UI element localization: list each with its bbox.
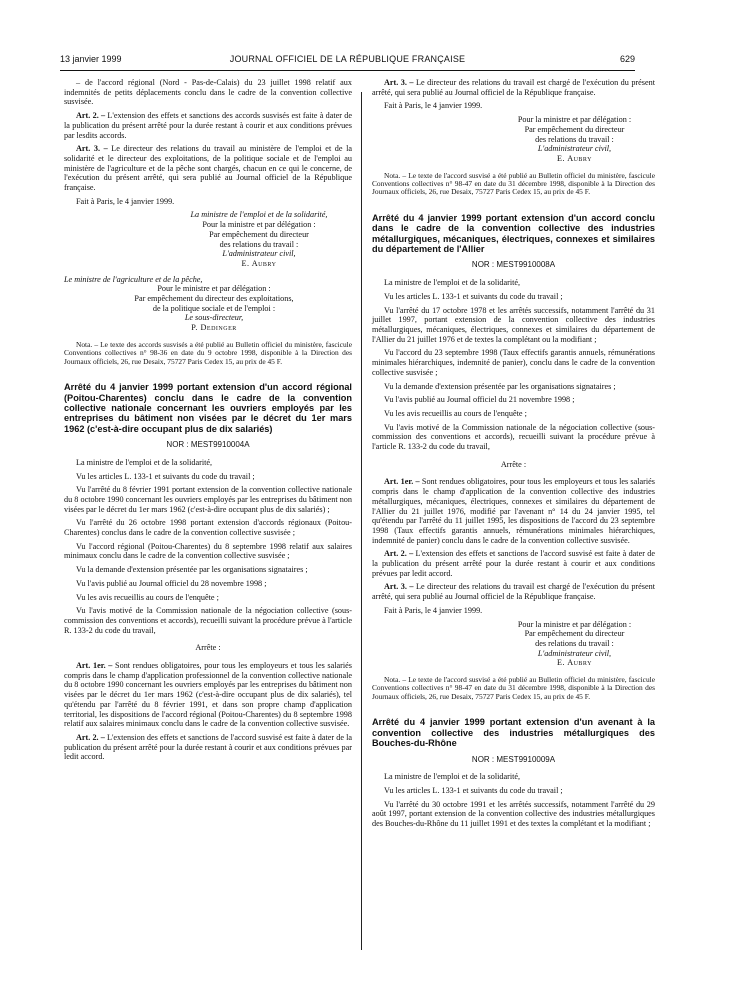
signature-line: Pour la ministre et par délégation : xyxy=(517,115,632,125)
signature-block xyxy=(372,620,655,669)
visa: Vu la demande d'extension présentée par les organisations signataires ; xyxy=(76,565,308,575)
article-label: Art. 1er. – xyxy=(384,477,420,487)
right-column xyxy=(372,78,655,833)
article-text: Le directeur des relations du travail au ministère de l'emploi et de la solidarité et le directeur des exploitations, de la politique sociale et de l'emploi au ministère de l'agriculture et de la pêche sont chargés, chacun en ce qui le concerne, de l'exécution du présent arrêté, qui sera publié au Journal officiel de la République française. xyxy=(64,144,352,193)
article-1 xyxy=(372,477,655,545)
visa: Vu l'arrêté du 26 octobre 1998 portant extension d'accords régionaux (Poitou-Charentes) conclus dans le cadre de la convention collective susvisée ; xyxy=(64,518,352,538)
article-3 xyxy=(64,144,352,193)
nor-reference: NOR : MESТ9910004A xyxy=(166,440,250,450)
arrete-heading: Arrêté du 4 janvier 1999 portant extension d'un accord régional (Poitou-Charentes) conclu dans le cadre de la convention collective nationale concernant les ouvriers employés par les entreprises du bâtiment non visées par le décret du 1er mars 1962 (c'est-à-dire occupant plus de dix salariés) xyxy=(64,382,352,434)
signature-line: des relations du travail : xyxy=(535,134,614,144)
article-label: Art. 3. – xyxy=(384,78,414,87)
article-text: L'extension des effets et sanctions de l'accord susvisé est faite à dater de la publication du présent arrêté pour la durée restant à courir et aux conditions prévues par ledit accord. xyxy=(64,733,352,762)
signatory-name: E. Aubry xyxy=(557,153,592,163)
article-text: Le directeur des relations du travail est chargé de l'exécution du présent arrêté, qui sera publié au Journal officiel de la République française. xyxy=(372,582,655,602)
nota: Nota. – Le texte de l'accord susvisé a été publié au Bulletin officiel du ministère, fascicule Conventions collectives n° 98-47 en date du 31 décembre 1998, disponible à la Direction des Journaux officiels, 26, rue Desaix, 75727 Paris Cedex 15, au prix de 45 F. xyxy=(372,170,655,197)
article-label: Art. 2. – xyxy=(76,111,106,121)
article-text: Le directeur des relations du travail est chargé de l'exécution du présent arrêté, qui sera publié au Journal officiel de la République française. xyxy=(372,78,655,97)
article-label: Art. 2. – xyxy=(384,549,414,559)
article-3 xyxy=(372,78,655,97)
place-date: Fait à Paris, le 4 janvier 1999. xyxy=(76,196,175,206)
header-journal-title: JOURNAL OFFICIEL DE LA RÉPUBLIQUE FRANÇAISE xyxy=(229,54,466,64)
signature-line: Par empêchement du directeur des exploitations, xyxy=(134,294,294,304)
signatory-name: E. Aubry xyxy=(241,258,277,268)
signatory-title: Le ministre de l'agriculture et de la pêche, xyxy=(64,274,203,284)
arrete-heading: Arrêté du 4 janvier 1999 portant extension d'un accord conclu dans le cadre de la convention collective des industries métallurgiques, mécaniques, électriques, connexes et similaires du département de l'Allier xyxy=(372,212,655,255)
article-1 xyxy=(64,661,352,729)
nor-reference: NOR : MESТ9910008A xyxy=(471,260,556,270)
header-date: 13 janvier 1999 xyxy=(60,54,122,64)
visa: Vu les articles L. 133-1 et suivants du code du travail ; xyxy=(76,471,255,481)
article-label: Art. 1er. – xyxy=(76,661,113,671)
visa: Vu l'arrêté du 17 octobre 1978 et les arrêtés successifs, notamment l'arrêté du 31 juillet 1997, portant extension de la convention collective des industries métallurgiques, mécaniques, électriques, connexes et similaires du département de l'Allier du 21 juillet 1976 et de textes la complétant ou la modifiant ; xyxy=(372,305,655,344)
visa: Vu les articles L. 133-1 et suivants du code du travail ; xyxy=(384,785,563,795)
signature-line: L'administrateur civil, xyxy=(537,144,612,154)
arrete-label: Arrête : xyxy=(195,643,221,653)
signature-line: des relations du travail : xyxy=(535,638,614,648)
arrete-heading: Arrêté du 4 janvier 1999 portant extension d'un avenant à la convention collective des industries métallurgiques des Bouches-du-Rhône xyxy=(372,717,655,749)
signature-line: Le sous-directeur, xyxy=(184,313,244,323)
signature-line: Pour la ministre et par délégation : xyxy=(517,619,632,629)
visa: Vu la demande d'extension présentée par les organisations signataires ; xyxy=(384,381,616,391)
article-label: Art. 3. – xyxy=(384,582,414,592)
visa: Vu l'arrêté du 8 février 1991 portant extension de la convention collective nationale du 8 octobre 1990 concernant les ouvriers employés par les entreprises du bâtiment non visées par le décret du 1er mars 1962 (c'est-à-dire occupant plus de dix salariés) ; xyxy=(64,485,352,514)
visa: Vu l'avis motivé de la Commission nationale de la négociation collective (sous-commission des conventions et accords), recueilli suivant la procédure prévue à l'article R. 133-2 du code du travail, xyxy=(64,606,352,635)
signatory-name: E. Aubry xyxy=(557,658,592,668)
signature-line: Par empêchement du directeur xyxy=(524,629,625,639)
article-3 xyxy=(372,582,655,601)
article-text: L'extension des effets et sanctions des accords susvisés est faite à dater de la publication du présent arrêté pour la durée restant à courir et aux conditions prévues par lesdits accords. xyxy=(64,111,352,140)
article-text: Sont rendues obligatoires, pour tous les employeurs et tous les salariés compris dans le champ d'application professionnel de la convention collective nationale du 8 octobre 1990 concernant les ouvriers employés par les entreprises du bâtiment non visées par le décret du 1er mars 1962 (c'est-à-dire occupant plus de dix salariés), tel qu'étendu par l'arrêté du 8 février 1991, et dans son propre champ d'application territorial, les dispositions de l'accord régional (Poitou-Charentes) du 8 septembre 1998 relatif aux salaires minimaux conclu dans le cadre de la convention collective susvisée. xyxy=(64,661,352,729)
signature-line: L'administrateur civil, xyxy=(537,648,612,658)
visa: Vu l'accord du 23 septembre 1998 (Taux effectifs garantis annuels, rémunérations minimales hiérarchiques, indemnité de panier), conclu dans le cadre de la convention collective susvisée ; xyxy=(372,348,655,377)
signature-block xyxy=(64,210,352,268)
running-header xyxy=(60,55,635,67)
signature-line: Par empêchement du directeur xyxy=(524,124,625,134)
column-divider xyxy=(361,92,362,950)
paragraph: – de l'accord régional (Nord - Pas-de-Calais) du 23 juillet 1998 relatif aux indemnités de petits déplacements conclu dans le cadre de la convention collective susvisée. xyxy=(64,78,352,107)
article-2 xyxy=(372,549,655,578)
article-label: Art. 2. – xyxy=(76,733,105,742)
visa: Vu l'arrêté du 30 octobre 1991 et les arrêtés successifs, notamment l'arrêté du 29 août 1997, portant extension de la convention collective des industries métallurgiques des Bouches-du-Rhône du 11 juillet 1991 et des textes la complétant et la modifiant ; xyxy=(372,799,655,829)
article-2 xyxy=(64,111,352,140)
visa: La ministre de l'emploi et de la solidarité, xyxy=(384,278,521,288)
signature-block xyxy=(64,275,352,333)
visa: Vu l'avis publié au Journal officiel du 28 novembre 1998 ; xyxy=(76,578,267,588)
visa: Vu l'avis publié au Journal officiel du 21 novembre 1998 ; xyxy=(384,395,575,405)
signature-line: L'administrateur civil, xyxy=(222,249,296,259)
left-column xyxy=(64,78,352,766)
signatory-name: P. Dedinger xyxy=(191,323,237,333)
visa: Vu les avis recueillis au cours de l'enquête ; xyxy=(76,592,219,602)
signature-line: Pour la ministre et par délégation : xyxy=(202,220,316,230)
nota: Nota. – Le texte des accords susvisés a été publié au Bulletin officiel du ministère, fascicule Conventions collectives n° 98-36 en date du 9 octobre 1998, disponible à la Direction des Journaux officiels, 26, rue Desaix, 75727 Paris Cedex 15, au prix de 45 F. xyxy=(64,339,352,366)
signature-block xyxy=(372,115,655,164)
article-text: Sont rendues obligatoires, pour tous les employeurs et tous les salariés compris dans le champ d'application de la convention collective des industries métallurgiques, mécaniques, électriques, connexes et similaires du département de l'Allier du 21 juillet 1976, modifié par l'avenant n° 14 du 24 janvier 1995, tel qu'étendu par l'arrêté du 11 juillet 1995, les dispositions de l'accord du 23 septembre 1998 (Taux effectifs garantis annuels, rémunérations minimales hiérarchiques, indemnité de panier) conclu dans le cadre de la convention collective susvisée. xyxy=(372,477,655,545)
visa: Vu les avis recueillis au cours de l'enquête ; xyxy=(384,408,527,418)
visa: Vu l'accord régional (Poitou-Charentes) du 8 septembre 1998 relatif aux salaires minimaux conclu dans le cadre de la convention collective susvisée ; xyxy=(64,541,352,561)
signature-line: de la politique sociale et de l'emploi : xyxy=(152,303,276,313)
visa: Vu l'avis motivé de la Commission nationale de la négociation collective (sous-commission des conventions et accords), recueilli suivant la procédure prévue à l'article R. 133-2 du code du travail, xyxy=(372,422,655,452)
article-2 xyxy=(64,733,352,762)
arrete-label: Arrête : xyxy=(500,459,527,469)
nor-reference: NOR : MESТ9910009A xyxy=(471,754,556,764)
header-rule xyxy=(60,70,635,71)
page-number: 629 xyxy=(619,54,635,64)
signature-line: Par empêchement du directeur xyxy=(209,229,309,239)
article-label: Art. 3. – xyxy=(76,144,108,154)
visa: La ministre de l'emploi et de la solidarité, xyxy=(76,457,213,467)
place-date: Fait à Paris, le 4 janvier 1999. xyxy=(384,605,483,615)
signature-line: Pour le ministre et par délégation : xyxy=(157,284,271,294)
signatory-title: La ministre de l'emploi et de la solidarité, xyxy=(190,210,328,220)
visa: Vu les articles L. 133-1 et suivants du code du travail ; xyxy=(384,291,563,301)
place-date: Fait à Paris, le 4 janvier 1999. xyxy=(384,101,483,111)
visa: La ministre de l'emploi et de la solidarité, xyxy=(384,772,521,782)
article-text: L'extension des effets et sanctions de l'accord susvisé est faite à dater de la publication du présent arrêté pour la durée restant à courir et aux conditions prévues par ledit accord. xyxy=(372,549,655,578)
nota: Nota. – Le texte de l'accord susvisé a été publié au Bulletin officiel du ministère, fascicule Conventions collectives n° 98-47 en date du 31 décembre 1998, disponible à la Direction des Journaux officiels, 26, rue Desaix, 75727 Paris Cedex 15, au prix de 45 F. xyxy=(372,675,655,701)
signature-line: des relations du travail : xyxy=(219,239,299,249)
